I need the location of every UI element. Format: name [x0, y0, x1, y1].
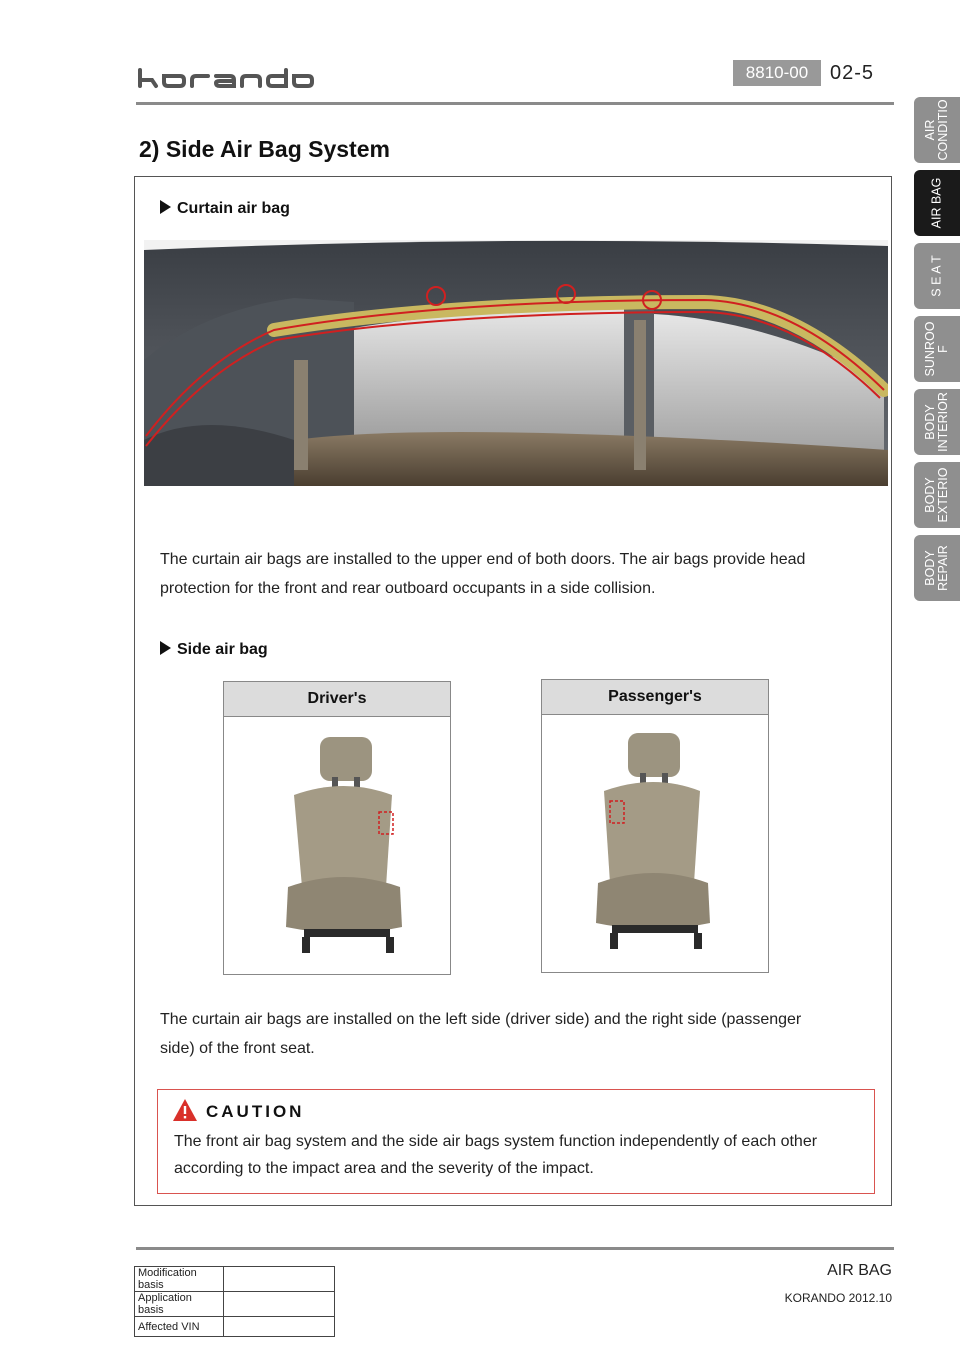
application-basis-label: Application basis	[135, 1292, 224, 1317]
table-row	[135, 1292, 335, 1317]
side-description	[160, 1005, 860, 1063]
bullet-triangle-icon	[160, 200, 171, 214]
modification-basis-value	[224, 1267, 335, 1292]
caution-text-line1: The front air bag system and the side air bags system function independently of each other	[174, 1133, 818, 1150]
section-code-badge: 8810-00	[733, 60, 821, 86]
page-number: 02-5	[830, 62, 875, 84]
warning-icon	[172, 1098, 198, 1122]
driver-seat-image	[224, 717, 450, 974]
side-airbag-heading	[160, 641, 268, 659]
bullet-triangle-icon	[160, 641, 171, 655]
affected-vin-value	[224, 1317, 335, 1337]
driver-seat-label: Driver's	[224, 682, 450, 717]
tab-body-interior[interactable]	[914, 389, 960, 455]
curtain-text-line1: The curtain air bags are installed to the upper end of both doors. The air bags provide head	[160, 551, 806, 568]
footer-section-name: AIR BAG	[827, 1262, 892, 1279]
application-basis-value	[224, 1292, 335, 1317]
table-row	[135, 1267, 335, 1292]
curtain-description	[160, 545, 860, 603]
caution-box	[157, 1089, 875, 1194]
caution-text-line2: according to the impact area and the severity of the impact.	[174, 1160, 594, 1177]
header-rule	[136, 102, 894, 105]
tab-label: BODY REPAIR	[923, 545, 950, 591]
side-text-line1: The curtain air bags are installed on the left side (driver side) and the right side (passenger	[160, 1011, 802, 1028]
tab-label: AIR BAG	[929, 177, 944, 229]
revision-table	[134, 1266, 335, 1337]
tab-seat[interactable]	[914, 243, 960, 309]
footer-rule	[136, 1247, 894, 1250]
tab-label: SUNROO F	[923, 321, 950, 377]
tab-air-conditioning[interactable]	[914, 97, 960, 163]
curtain-text-line2: protection for the front and rear outboard occupants in a side collision.	[160, 580, 656, 597]
tab-label: BODY EXTERIO	[923, 467, 950, 523]
caution-text	[174, 1128, 854, 1182]
passenger-seat-panel	[541, 679, 769, 973]
footer-model-date: KORANDO 2012.10	[784, 1291, 892, 1305]
tab-sunroof[interactable]	[914, 316, 960, 382]
passenger-seat-image	[542, 715, 768, 972]
driver-seat-panel	[223, 681, 451, 975]
tab-label: S E A T	[929, 255, 944, 297]
tab-label: AIR CONDITIO	[923, 99, 950, 161]
modification-basis-label: Modification basis	[135, 1267, 224, 1292]
tab-air-bag[interactable]	[914, 170, 960, 236]
curtain-airbag-photo	[144, 240, 888, 486]
curtain-heading-text: Curtain air bag	[177, 200, 290, 217]
curtain-airbag-heading	[160, 200, 290, 218]
tab-body-exterior[interactable]	[914, 462, 960, 528]
tab-label: BODY INTERIOR	[923, 392, 950, 452]
passenger-seat-label: Passenger's	[542, 680, 768, 715]
side-text-line2: side) of the front seat.	[160, 1040, 315, 1057]
tab-body-repair[interactable]	[914, 535, 960, 601]
side-heading-text: Side air bag	[177, 641, 268, 658]
korando-logo	[136, 66, 316, 90]
section-title: 2) Side Air Bag System	[139, 136, 390, 162]
affected-vin-label: Affected VIN	[135, 1317, 224, 1337]
table-row	[135, 1317, 335, 1337]
caution-title: CAUTION	[206, 1102, 305, 1121]
